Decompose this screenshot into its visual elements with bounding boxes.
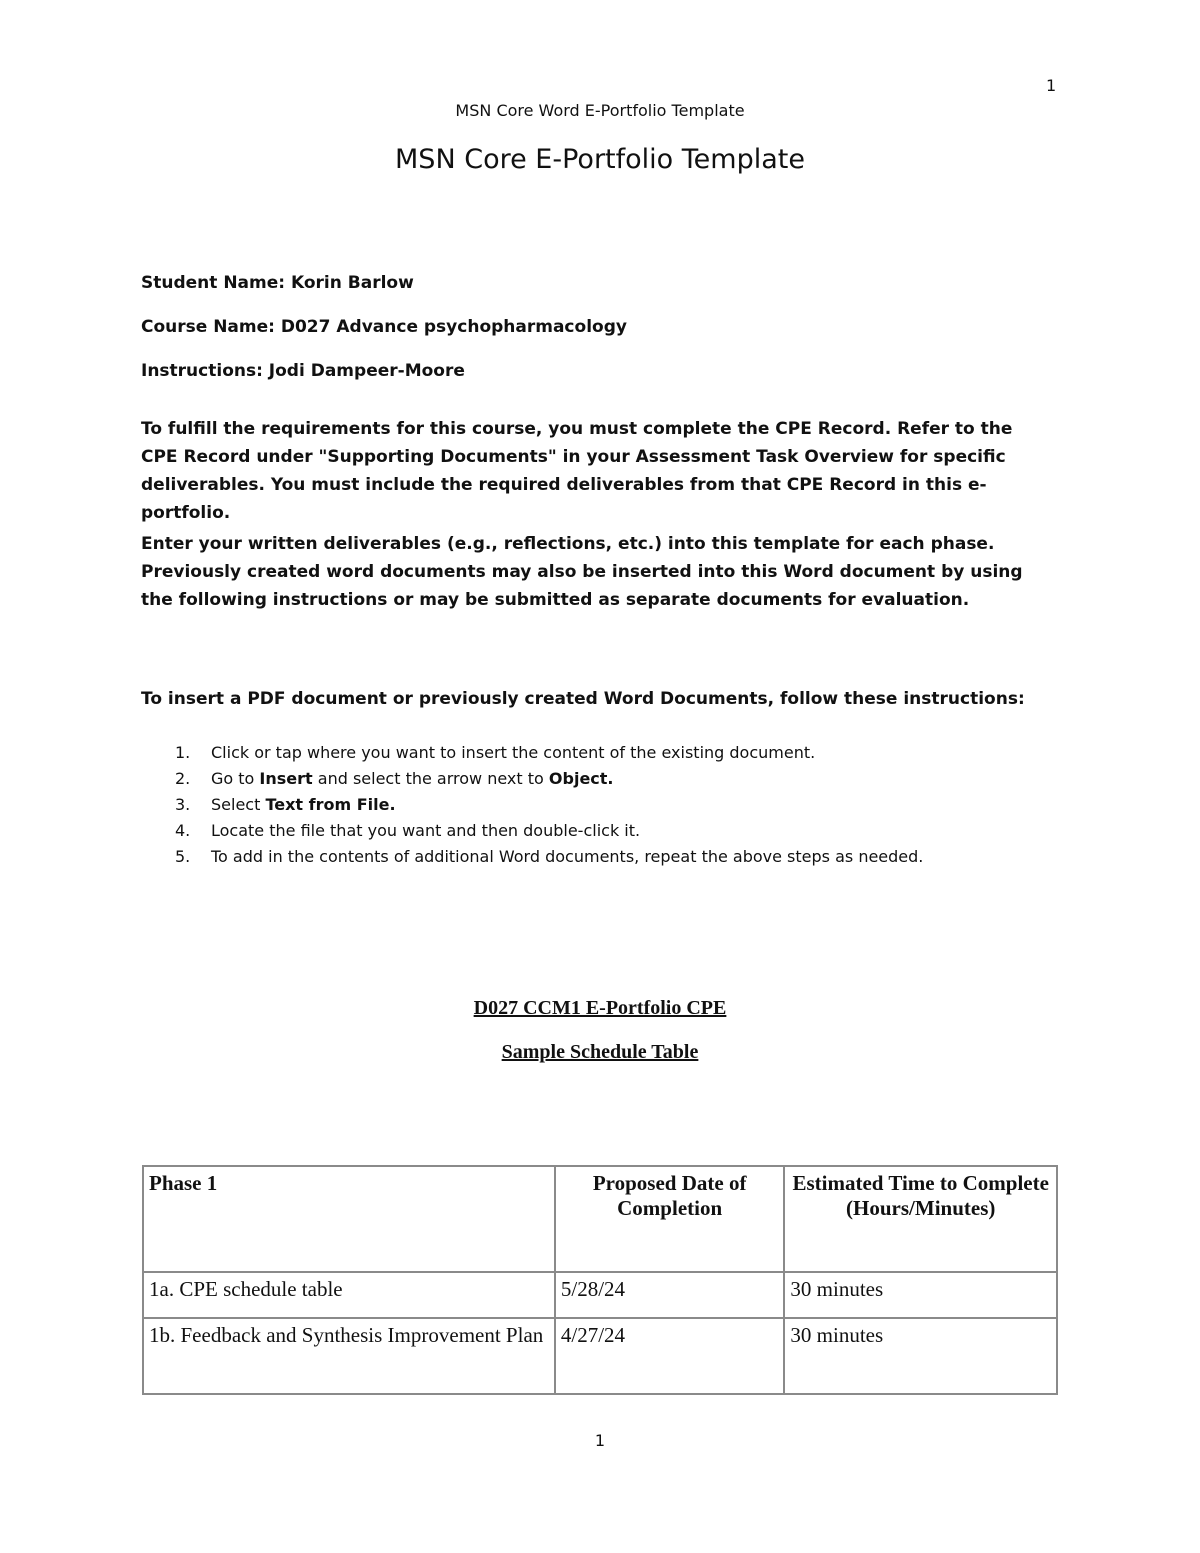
step-text: Click or tap where you want to insert the content of the existing document. — [211, 743, 816, 762]
running-header: MSN Core Word E-Portfolio Template — [455, 101, 745, 120]
step-text: Select — [211, 795, 266, 814]
list-item — [141, 766, 1071, 792]
table-cell: 30 minutes — [784, 1318, 1057, 1394]
step-text: Locate the file that you want and then double-click it. — [211, 821, 641, 840]
list-item — [141, 792, 1071, 818]
step-text: and select the arrow next to — [312, 769, 549, 788]
insert-instructions-heading: To insert a PDF document or previously created Word Documents, follow these instructions: — [141, 689, 1025, 709]
table-header-cell: Proposed Date of Completion — [555, 1166, 785, 1272]
list-item — [141, 844, 1071, 870]
table-row — [143, 1318, 1057, 1394]
deliverables-paragraph: Enter your written deliverables (e.g., reflections, etc.) into this template for each phase. Previously created word documents may also be inserted into this Word document by using the following instructions or may be submitted as separate documents for evaluation. — [141, 534, 1023, 610]
requirements-paragraph: To fulfill the requirements for this course, you must complete the CPE Record. Refer to the CPE Record under "Supporting Documents" in your Assessment Task Overview for specific deliverables. You must include the required deliverables from that CPE Record in this e-portfolio. — [141, 419, 1013, 523]
list-item — [141, 740, 1071, 766]
table-cell: 5/28/24 — [555, 1272, 785, 1318]
section-subheading: Sample Schedule Table — [501, 1041, 699, 1063]
instructor-name: Instructions: Jodi Dampeer-Moore — [141, 361, 465, 381]
step-text: Go to — [211, 769, 260, 788]
table-header-cell: Estimated Time to Complete (Hours/Minutes) — [784, 1166, 1057, 1272]
document-title: MSN Core E-Portfolio Template — [395, 144, 805, 175]
step-text-bold: Insert — [259, 769, 313, 788]
list-item — [141, 818, 1071, 844]
schedule-table — [142, 1165, 1058, 1395]
table-header-cell: Phase 1 — [143, 1166, 555, 1272]
step-text: To add in the contents of additional Word documents, repeat the above steps as needed. — [211, 847, 924, 866]
step-text-bold: Text from File. — [265, 795, 396, 814]
table-cell: 30 minutes — [784, 1272, 1057, 1318]
table-cell: 4/27/24 — [555, 1318, 785, 1394]
step-number: 2. — [175, 769, 191, 788]
footer-page-number: 1 — [594, 1431, 606, 1450]
step-number: 1. — [175, 743, 191, 762]
step-text-bold: Object. — [548, 769, 614, 788]
header-page-number: 1 — [1046, 76, 1057, 95]
step-number: 5. — [175, 847, 191, 866]
student-name: Student Name: Korin Barlow — [141, 273, 414, 293]
step-number: 4. — [175, 821, 191, 840]
table-row — [143, 1272, 1057, 1318]
table-cell: 1b. Feedback and Synthesis Improvement Plan — [143, 1318, 555, 1394]
table-header-row — [143, 1166, 1057, 1272]
course-name: Course Name: D027 Advance psychopharmacology — [141, 317, 627, 337]
instruction-steps — [141, 740, 1071, 870]
section-heading: D027 CCM1 E-Portfolio CPE — [473, 997, 727, 1019]
step-number: 3. — [175, 795, 191, 814]
table-cell: 1a. CPE schedule table — [143, 1272, 555, 1318]
